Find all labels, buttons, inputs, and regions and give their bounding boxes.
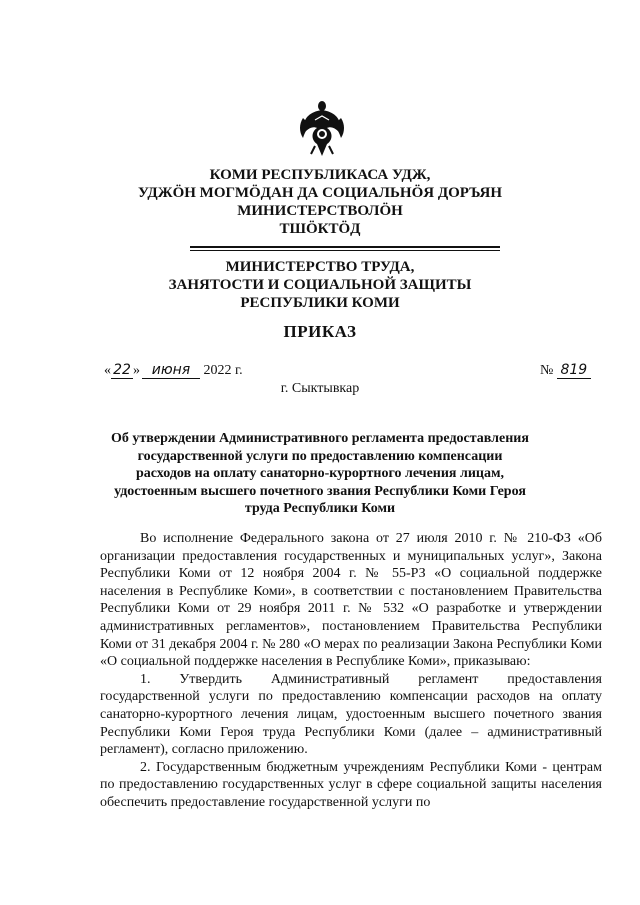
- order-date: [104, 362, 243, 379]
- order-body: [100, 530, 602, 812]
- ministry-header-line: РЕСПУБЛИКИ КОМИ: [240, 295, 400, 311]
- komi-header-line: УДЖӦН МОГМӦДАН ДА СОЦИАЛЬНӦЯ ДОРЪЯН: [137, 185, 503, 201]
- komi-header-line: ТШӦКТӦД: [279, 221, 361, 237]
- komi-language-header: [0, 166, 640, 238]
- ministry-header-line: ЗАНЯТОСТИ И СОЦИАЛЬНОЙ ЗАЩИТЫ: [168, 277, 472, 293]
- date-open-quote: «: [104, 363, 111, 378]
- header-divider-thin: [190, 250, 500, 251]
- date-month-handwritten: июня: [142, 362, 200, 379]
- number-sign: №: [540, 363, 554, 378]
- issue-city: г. Сыктывкар: [280, 381, 360, 396]
- date-year: 2022 г.: [203, 363, 243, 378]
- date-day-handwritten: 22: [111, 362, 133, 379]
- number-handwritten: 819: [557, 362, 591, 379]
- komi-header-line: МИНИСТЕРСТВОЛӦН: [237, 203, 403, 219]
- ministry-header-line: МИНИСТЕРСТВО ТРУДА,: [225, 259, 415, 275]
- body-paragraph: 2. Государственным бюджетным учреждениям Республики Коми - центрам по предоставлению государственных услуг в сфере социальной защиты населения обеспечить предоставление государственной услуги по: [100, 759, 602, 810]
- ministry-header: [0, 258, 640, 312]
- date-close-quote: »: [133, 363, 140, 378]
- document-type-title: ПРИКАЗ: [283, 322, 357, 341]
- order-number: [540, 362, 591, 379]
- order-subject: Об утверждении Административного регламента предоставления государственной услуги по предоставлению компенсации расходов на оплату санаторно-курортного лечения лицам, удостоенным высшего почетного звания Республики Коми Героя труда Республики Коми: [111, 431, 529, 516]
- body-paragraph: 1. Утвердить Административный регламент предоставления государственной услуги по предоставлению компенсации расходов на оплату санаторно-курортного лечения лицам, удостоенным высшего почетного звания Республики Коми Героя труда Республики Коми (далее – административный регламент), согласно приложению.: [100, 671, 602, 758]
- body-paragraph: Во исполнение Федерального закона от 27 июля 2010 г. № 210-ФЗ «Об организации предоставления государственных и муниципальных услуг», Закона Республики Коми от 12 ноября 2004 г. № 55-РЗ «О социальной поддержке населения в Республике Коми», в соответствии с постановлением Правительства Республики Коми от 29 ноября 2011 г. № 532 «О разработке и утверждении административных регламентов», постановлением Правительства Республики Коми от 31 декабря 2004 г. № 280 «О мерах по реализации Закона Республики Коми «О социальной поддержке населения в Республике Коми», приказываю:: [100, 531, 602, 670]
- header-divider-thick: [190, 246, 500, 248]
- komi-header-line: КОМИ РЕСПУБЛИКАСА УДЖ,: [209, 167, 431, 183]
- komi-coat-of-arms-icon: [297, 98, 347, 158]
